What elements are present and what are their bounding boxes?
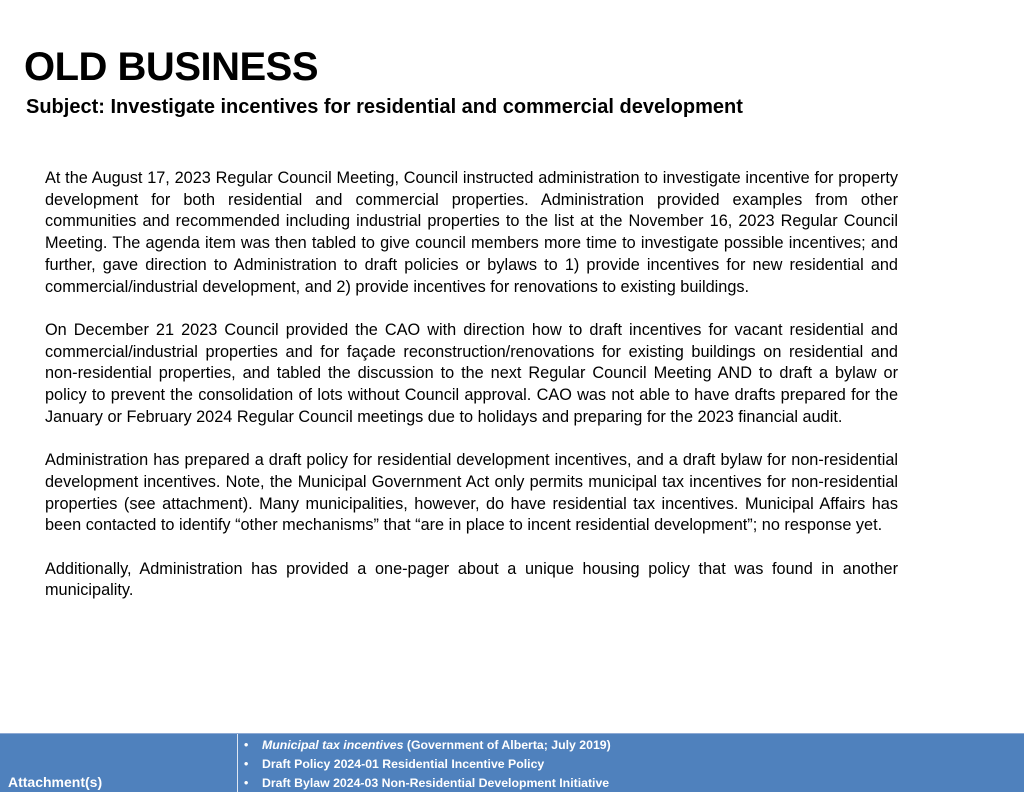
attachment-item [244,755,611,774]
paragraph: Additionally, Administration has provided a one-pager about a unique housing policy that was found in another municipality. [45,559,898,600]
bullet-icon: • [244,776,249,790]
attachment-text: (Government of Alberta; July 2019) [403,738,611,752]
attachment-title: Municipal tax incentives [262,738,404,752]
attachment-text: Draft Bylaw 2024-03 Non-Residential Development Initiative [262,776,610,790]
attachment-item [244,774,611,793]
page-title: OLD BUSINESS [24,45,319,89]
body-text [45,168,898,624]
paragraph: Administration has prepared a draft policy for residential development incentives, and a draft bylaw for non-residential development incentives. Note, the Municipal Government Act only permits municipal tax incentives for non-residential properties (see attachment). Many municipalities, however, do have residential tax incentives. Municipal Affairs has been contacted to identify “other mechanisms” that “are in place to incent residential development”; no response yet. [45,451,898,535]
paragraph: At the August 17, 2023 Regular Council Meeting, Council instructed administration to investigate incentive for property development for both residential and commercial properties. Administration provided examples from other communities and recommended including industrial properties to the list at the November 16, 2023 Regular Council Meeting. The agenda item was then tabled to give council members more time to investigate possible incentives; and further, gave direction to Administration to draft policies or bylaws to 1) provide incentives for new residential and commercial/industrial development, and 2) provide incentives for renovations to existing buildings. [45,169,898,296]
attachments-label: Attachment(s) [8,774,103,790]
bullet-icon: • [244,738,249,752]
bullet-icon: • [244,757,249,771]
paragraph: On December 21 2023 Council provided the CAO with direction how to draft incentives for vacant residential and commercial/industrial properties and for façade reconstruction/renovations for existing buildings on residential and non-residential properties, and tabled the discussion to the next Regular Council Meeting AND to draft a bylaw or policy to prevent the consolidation of lots without Council approval. CAO was not able to have drafts prepared for the January or February 2024 Regular Council meetings due to holidays and preparing for the 2023 financial audit. [45,320,898,426]
attachment-item [244,736,611,755]
attachments-bar [0,733,1024,792]
attachments-list [244,736,611,793]
attachment-text: Draft Policy 2024-01 Residential Incentive Policy [262,757,545,771]
subject-heading: Subject: Investigate incentives for residential and commercial development [26,96,743,118]
attachments-label-cell [0,734,238,792]
